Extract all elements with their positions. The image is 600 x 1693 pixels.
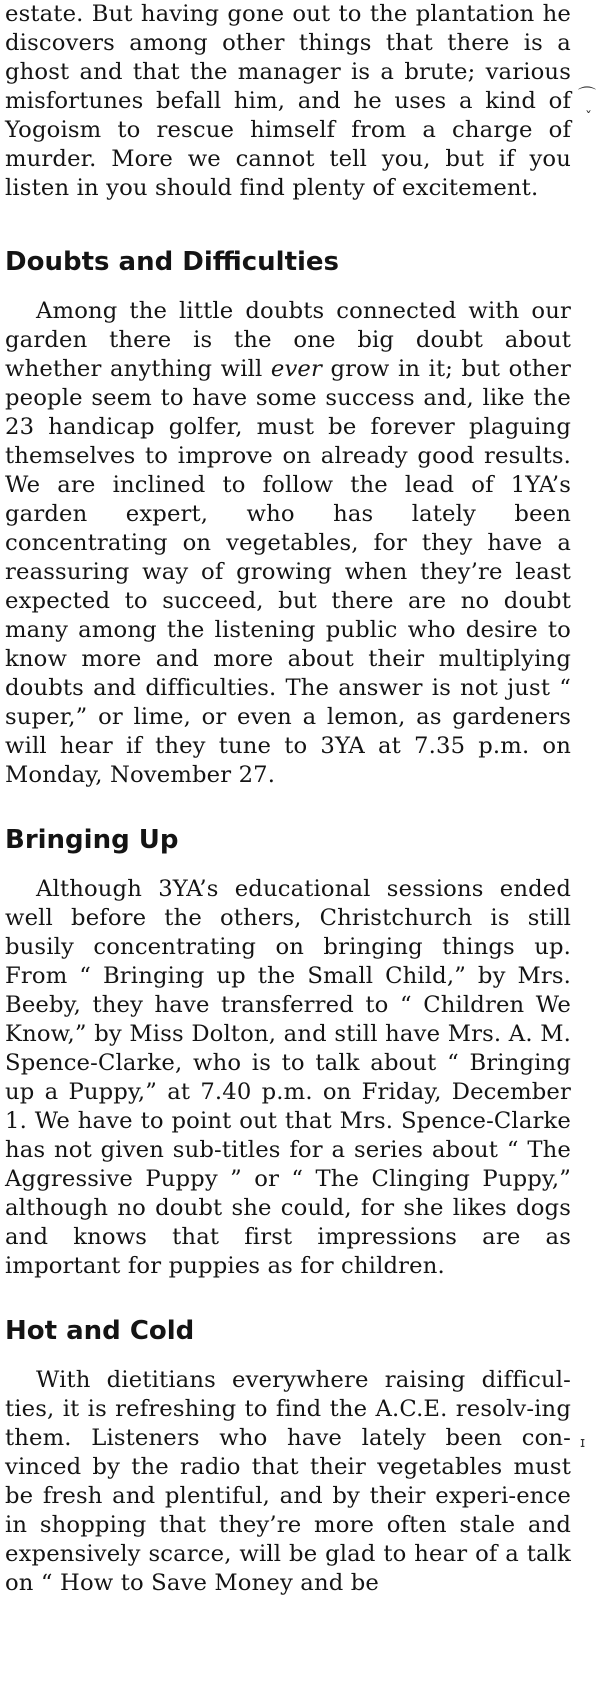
margin-stray-mark: ˇ (585, 110, 592, 126)
section-heading-hot-and-cold: Hot and Cold (5, 1316, 195, 1346)
section-heading-bringing-up: Bringing Up (5, 825, 179, 855)
section-heading-doubts-and-difficulties: Doubts and Difficulties (5, 247, 340, 277)
margin-stray-mark: ɪ (580, 1435, 586, 1451)
emphasis-text: ever (270, 356, 323, 382)
body-text-before-emphasis: Among the little doubts connected with our garden there is the one big doubt about whether anything will (5, 298, 571, 382)
article-page (5, 0, 571, 1598)
section-body-bringing-up: Although 3YA’s educational sessions ended well before the others, Christchurch is still busily concentrating on bringing things up. From “ Bringing up the Small Child,” by Mrs. Beeby, they have transferred to “ Children We Know,” by Miss Dolton, and still have Mrs. A. M. Spence-Clarke, who is to talk about “ Bringing up a Puppy,” at 7.40 p.m. on Friday, December 1. We have to point out that Mrs. Spence-Clarke has not given sub-titles for a series about “ The Aggressive Puppy ” or “ The Clinging Puppy,” although no doubt she could, for she likes dogs and knows that first impressions are as important for puppies as for children. (5, 876, 571, 1279)
margin-stray-mark: ⌒ (578, 86, 596, 107)
section-body-hot-and-cold: With dietitians everywhere raising difficul-ties, it is refreshing to find the A.C.E. resolv-ing them. Listeners who have lately been con-vinced by the radio that their vegetables must be fresh and plentiful, and by their experi-ence in shopping that they’re more often stale and expensively scarce, will be glad to hear of a talk on “ How to Save Money and be (5, 1367, 571, 1596)
lead-paragraph: estate. But having gone out to the plantation he discovers among other things that there is a ghost and that the manager is a brute; various misfortunes befall him, and he uses a kind of Yogoism to rescue himself from a charge of murder. More we cannot tell you, but if you listen in you should find plenty of excitement. (5, 1, 571, 201)
section-body-doubts-and-difficulties (5, 297, 571, 790)
body-text-after-emphasis: grow in it; but other people seem to have some success and, like the 23 handicap golfer, must be forever plaguing themselves to improve on already good results. We are inclined to follow the lead of 1YA’s garden expert, who has lately been concentrating on vegetables, for they have a reassuring way of growing when they’re least expected to succeed, but there are no doubt many among the listening public who desire to know more and more about their multiplying doubts and difficulties. The answer is not just “ super,” or lime, or even a lemon, as gardeners will hear if they tune to 3YA at 7.35 p.m. on Monday, November 27. (5, 356, 571, 788)
